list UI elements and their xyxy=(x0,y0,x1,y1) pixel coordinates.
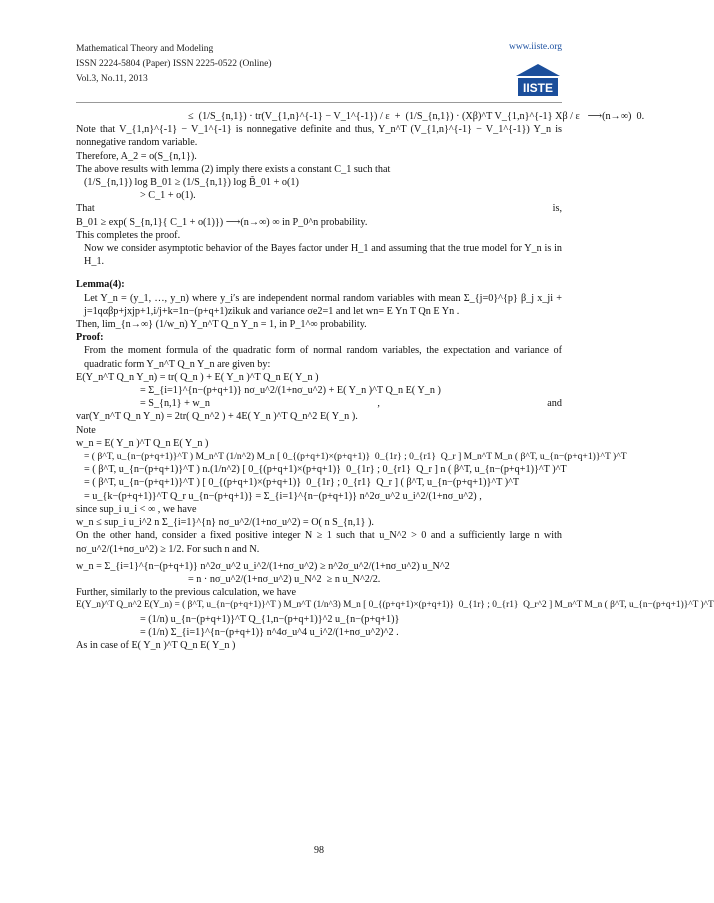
eq-wn-step1: = ( β^T, u_{n−(p+q+1)}^T ) M_n^T (1/n^2) M_n [ 0_{(p+q+1)×(p+q+1)} 0_{1r} ; 0_{r1} Q_r ] M_n^T M_n ( β^T, u_{n−(p+q+1)}^T )^T xyxy=(84,451,627,463)
eq-bound-line: ≤ (1/S_{n,1}) · tr(V_{1,n}^{-1} − V_1^{-1}) / ε + (1/S_{n,1}) · (Xβ)^T V_{1,n}^{-1} Xβ / ε ⟶(n→∞) 0. xyxy=(188,111,645,122)
text-as-in-case: As in case of E( Y_n )^T Q_n E( Y_n ) xyxy=(76,639,236,651)
lemma-limit: Then, lim_{n→∞} (1/w_n) Y_n^T Q_n Y_n = 1, in P_1^∞ probability. xyxy=(76,319,367,331)
journal-title: Mathematical Theory and Modeling xyxy=(76,44,214,54)
eq-log-bound: (1/S_{n,1}) log B_01 ≥ (1/S_{n,1}) log B̃_01 + o(1) xyxy=(84,177,299,189)
journal-issn: ISSN 2224-5804 (Paper) ISSN 2225-0522 (Online) xyxy=(76,59,272,69)
text-since: since sup_i u_i < ∞ , we have xyxy=(76,503,197,515)
text-that: That xyxy=(76,203,95,215)
para-lemma2: The above results with lemma (2) imply there exists a constant C_1 such that xyxy=(76,163,391,175)
eq-wn-bound: w_n ≤ sup_i u_i^2 n Σ_{i=1}^{n} nσ_u^2/(1+nσ_u^2) = O( n S_{n,1} ). xyxy=(76,517,374,529)
text-note: Note xyxy=(76,424,96,436)
para-completes: This completes the proof. xyxy=(76,229,181,241)
row-sn1-wn xyxy=(76,397,562,410)
logo-text: IISTE xyxy=(522,81,554,95)
para-nonnegative: Note that V_{1,n}^{-1} − V_1^{-1} is nonnegative definite and thus, Y_n^T (V_{1,n}^{-1} − V_1^{-1}) Y_n is nonnegative random variable. xyxy=(76,124,562,149)
comma: , xyxy=(377,398,380,410)
eq-variance: var(Y_n^T Q_n Y_n) = 2tr( Q_n^2 ) + 4E( Y_n )^T Q_n^2 E( Y_n ). xyxy=(76,411,358,423)
eq-wn-step4: = u_{k−(p+q+1)}^T Q_r u_{n−(p+q+1)} = Σ_{i=1}^{n−(p+q+1)} n^2σ_u^2 u_i^2/(1+nσ_u^2) , xyxy=(84,490,482,502)
para-asymptotic: Now we consider asymptotic behavior of the Bayes factor under H_1 and assuming that the true model for Y_n is in H_1. xyxy=(84,243,562,268)
text-and: and xyxy=(547,398,562,410)
para-therefore: Therefore, A_2 = o(S_{n,1}). xyxy=(76,150,197,162)
para-other-hand: On the other hand, consider a fixed positive integer N ≥ 1 such that u_N^2 > 0 and a sufficiently large n with nσ_u^2/(1+nσ_u^2) ≥ 1/2. For such n and N. xyxy=(76,530,562,555)
eq-wn-lower: w_n = Σ_{i=1}^{n−(p+q+1)} n^2σ_u^2 u_i^2/(1+nσ_u^2) ≥ n^2σ_u^2/(1+nσ_u^2) u_N^2 xyxy=(76,560,450,572)
eq-second-moment: E(Y_n)^T Q_n^2 E(Y_n) = ( β^T, u_{n−(p+q+1)}^T ) M_n^T (1/n^3) M_n [ 0_{(p+q+1)×(p+q+1)} 0_{1r} ; 0_{r1} Q_r^2 ] M_n^T M_n ( β^T, u_{n−(p+q+1)}^T )^T xyxy=(76,600,714,611)
header-rule xyxy=(76,102,562,103)
eq-expectation-sum: = Σ_{i=1}^{n−(p+q+1)} nσ_u^2/(1+nσ_u^2) + E( Y_n )^T Q_n E( Y_n ) xyxy=(140,385,441,397)
row-that-is xyxy=(76,202,562,215)
text-is: is, xyxy=(552,203,562,215)
eq-expectation: E(Y_n^T Q_n Y_n) = tr( Q_n ) + E( Y_n )^T Q_n E( Y_n ) xyxy=(76,371,319,383)
page-body xyxy=(76,104,714,652)
journal-volume: Vol.3, No.11, 2013 xyxy=(76,74,148,84)
text-further: Further, similarly to the previous calculation, we have xyxy=(76,587,296,599)
eq-second-moment-3: = (1/n) Σ_{i=1}^{n−(p+q+1)} n^4σ_u^4 u_i^2/(1+nσ_u^2)^2 . xyxy=(140,626,399,638)
journal-header xyxy=(76,42,272,87)
page-number: 98 xyxy=(314,845,324,856)
eq-second-moment-2: = (1/n) u_{n−(p+q+1)}^T Q_{1,n−(p+q+1)}^2 u_{n−(p+q+1)} xyxy=(140,613,400,625)
iiste-logo xyxy=(514,62,562,98)
eq-sn1-wn: = S_{n,1} + w_n xyxy=(140,398,210,410)
journal-url-link[interactable]: www.iiste.org xyxy=(508,42,562,52)
eq-wn-step3: = ( β^T, u_{n−(p+q+1)}^T ) [ 0_{(p+q+1)×(p+q+1)} 0_{1r} ; 0_{r1} Q_r ] ( β^T, u_{n−(p+q+1)}^T )^T xyxy=(84,477,520,489)
eq-bayes-limit: B_01 ≥ exp( S_{n,1}{ C_1 + o(1)}) ⟶(n→∞) ∞ in P_0^n probability. xyxy=(76,216,368,228)
eq-wn-def: w_n = E( Y_n )^T Q_n E( Y_n ) xyxy=(76,437,209,449)
lemma-statement: Let Y_n = (y_1, …, y_n) where y_i′s are independent normal random variables with mean Σ_{j=0}^{p} β_j x_ji + j=1qαβp+jxjp+1,i/j+k=1n−(p+q+1)zikuk and variance σe2=1 and let wn= E Yn T Qn E Yn . xyxy=(84,292,562,317)
proof-heading: Proof: xyxy=(76,332,104,344)
lemma-heading: Lemma(4): xyxy=(76,279,125,291)
eq-wn-lower2: = n · nσ_u^2/(1+nσ_u^2) u_N^2 ≥ n u_N^2/2. xyxy=(188,573,381,585)
eq-wn-step2: = ( β^T, u_{n−(p+q+1)}^T ) n.(1/n^2) [ 0_{(p+q+1)×(p+q+1)} 0_{1r} ; 0_{r1} Q_r ] n ( β^T, u_{n−(p+q+1)}^T )^T xyxy=(84,464,567,476)
eq-constant: > C_1 + o(1). xyxy=(140,190,196,202)
proof-intro: From the moment formula of the quadratic form of normal random variables, the expectation and variance of quadratic form Y_n^T Q_n Y_n are given by: xyxy=(84,345,562,370)
